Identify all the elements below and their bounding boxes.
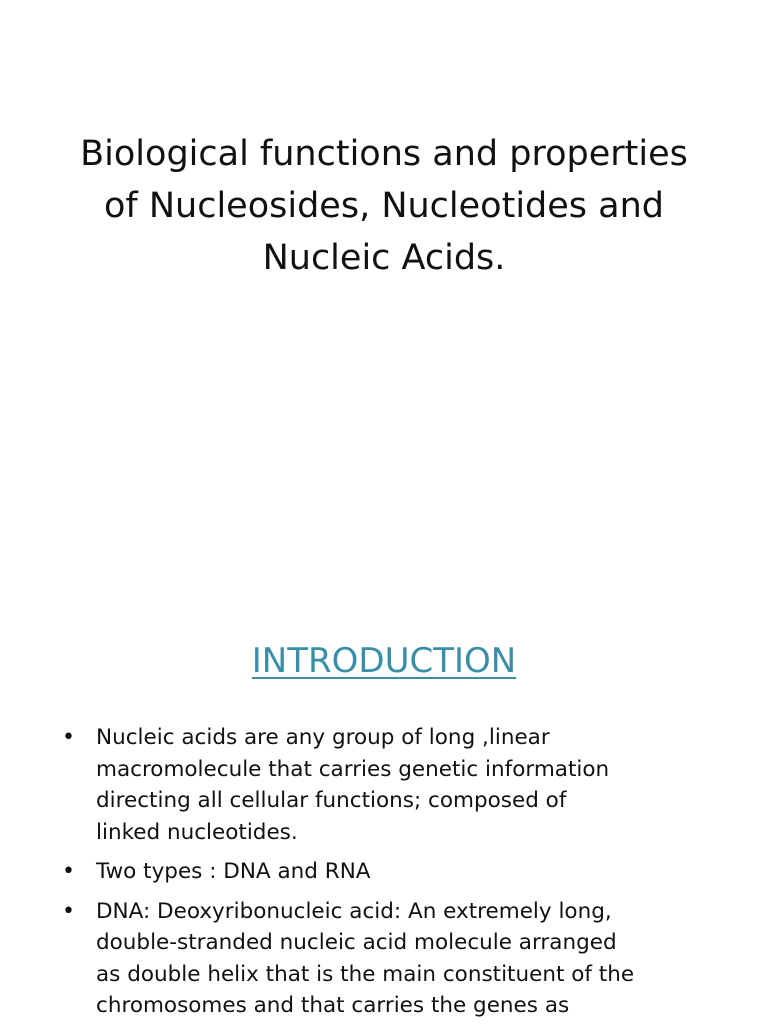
list-item bbox=[62, 856, 722, 888]
title-line: of Nucleosides, Nucleotides and bbox=[103, 186, 665, 226]
title-line: Biological functions and properties bbox=[80, 134, 688, 174]
heading-text: INTRODUCTION bbox=[251, 641, 517, 681]
list-item bbox=[62, 722, 722, 848]
title-line: Nucleic Acids. bbox=[262, 238, 506, 278]
bullet-line: as double helix that is the main constituent of the bbox=[96, 961, 635, 987]
bullet-line: macromolecule that carries genetic information bbox=[96, 756, 610, 782]
bullet-icon: • bbox=[62, 898, 75, 924]
bullet-line: double-stranded nucleic acid molecule arranged bbox=[96, 930, 617, 955]
bullet-line: Two types : DNA and RNA bbox=[96, 859, 371, 884]
slide-title bbox=[30, 128, 738, 284]
section-heading bbox=[0, 639, 768, 683]
bullet-line: Nucleic acids are any group of long ,linear bbox=[96, 725, 550, 750]
introduction-slide bbox=[0, 576, 768, 1024]
list-item bbox=[62, 896, 722, 1022]
bullet-line: directing all cellular functions; composed of bbox=[96, 788, 567, 813]
bullet-list bbox=[62, 722, 722, 1024]
bullet-line: DNA: Deoxyribonucleic acid: An extremely long, bbox=[96, 898, 612, 924]
bullet-line: chromosomes and that carries the genes as bbox=[96, 993, 570, 1018]
bullet-icon: • bbox=[62, 725, 75, 750]
bullet-line: linked nucleotides. bbox=[96, 819, 298, 845]
bullet-icon: • bbox=[62, 859, 75, 884]
